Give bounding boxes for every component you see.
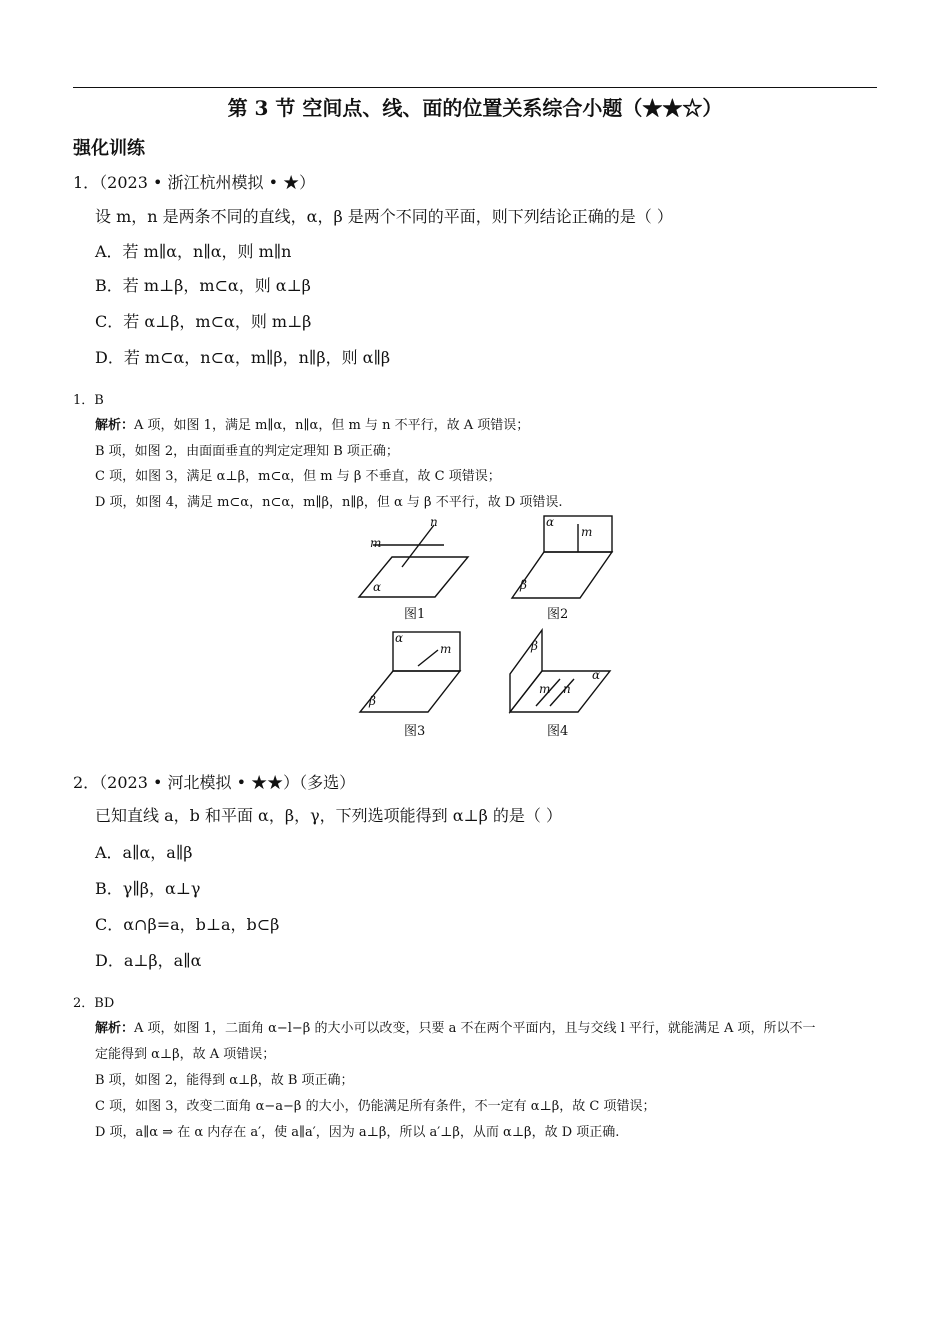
figure-4-label-m: m	[539, 682, 551, 696]
figure-1-label-alpha: α	[373, 580, 382, 594]
q1-stem: 设 m，n 是两条不同的直线，α，β 是两个不同的平面，则下列结论正确的是（ ）	[95, 207, 673, 226]
q1-solution-line-3: C 项，如图 3，满足 α⊥β，m⊂α，但 m 与 β 不垂直，故 C 项错误；	[95, 469, 501, 484]
q1-figures	[340, 512, 640, 744]
figure-4-label-beta: β	[531, 639, 538, 653]
figure-2-caption: 图2	[547, 607, 569, 622]
q1-solution-line-4: D 项，如图 4，满足 m⊂α，n⊂α，m∥β，n∥β，但 α 与 β 不平行，故 D 项错误.	[95, 495, 563, 510]
q2-solution-line-1: 解析：A 项，如图 1，二面角 α−l−β 的大小可以改变，只要 a 不在两个平面内，且与交线 l 平行，就能满足 A 项，所以不一	[95, 1021, 816, 1036]
q1-option-c: C．若 α⊥β，m⊂α，则 m⊥β	[95, 312, 312, 331]
figure-2-plane-beta	[512, 552, 612, 598]
figure-2-label-beta: β	[520, 578, 527, 592]
q1-option-a: A．若 m∥α，n∥α，则 m∥n	[95, 242, 292, 261]
figure-1-caption: 图1	[404, 607, 426, 622]
q2-solution-line-4: C 项，如图 3，改变二面角 α−a−β 的大小，仍能满足所有条件，不一定有 α⊥β，故 C 项错误；	[95, 1099, 656, 1114]
figure-1-label-n: n	[430, 515, 438, 529]
figure-3-label-alpha: α	[395, 631, 404, 645]
q2-option-d: D．a⊥β，a∥α	[95, 951, 202, 970]
figure-4-caption: 图4	[547, 724, 569, 739]
q1-option-d: D．若 m⊂α，n⊂α，m∥β，n∥β，则 α∥β	[95, 348, 391, 367]
figure-3-label-m: m	[440, 642, 452, 656]
figure-1-label-m: m	[370, 536, 382, 550]
q2-option-b: B．γ∥β，α⊥γ	[95, 879, 201, 898]
q1-answer: 1．B	[73, 393, 104, 408]
figure-3-line-m	[418, 650, 438, 666]
q1-option-b: B．若 m⊥β，m⊂α，则 α⊥β	[95, 276, 311, 295]
figure-3-label-beta: β	[369, 694, 376, 708]
q2-header: 2．（2023 • 河北模拟 • ★★）（多选）	[73, 773, 356, 792]
q2-solution-label: 解析：	[95, 1021, 135, 1036]
q2-solution-line-2: 定能得到 α⊥β，故 A 项错误；	[95, 1047, 276, 1062]
figure-4-label-n: n	[563, 682, 571, 696]
q2-solution-line-5: D 项，a∥α ⇒ 在 α 内存在 a′，使 a∥a′，因为 a⊥β，所以 a′⊥β，从而 α⊥β，故 D 项正确.	[95, 1125, 620, 1140]
q1-solution-line-1: 解析：A 项，如图 1，满足 m∥α，n∥α，但 m 与 n 不平行，故 A 项错误；	[95, 418, 530, 433]
q2-answer: 2．BD	[73, 996, 115, 1011]
q1-solution-label: 解析：	[95, 418, 135, 433]
figure-4-label-alpha: α	[592, 668, 601, 682]
q2-option-c: C．α∩β=a，b⊥a，b⊂β	[95, 915, 280, 934]
q2-option-a: A．a∥α，a∥β	[95, 843, 193, 862]
figure-2-diagram	[512, 516, 612, 598]
header-rule	[73, 87, 877, 88]
q1-solution-line-2: B 项，如图 2，由面面垂直的判定定理知 B 项正确；	[95, 444, 399, 459]
section-heading: 强化训练	[73, 138, 145, 159]
q2-solution-line-3: B 项，如图 2，能得到 α⊥β，故 B 项正确；	[95, 1073, 354, 1088]
figure-2-label-m: m	[581, 525, 593, 539]
q2-stem: 已知直线 a，b 和平面 α，β，γ，下列选项能得到 α⊥β 的是（ ）	[95, 806, 563, 825]
page-title: 第 3 节 空间点、线、面的位置关系综合小题（★★☆）	[227, 96, 723, 120]
q1-header: 1．（2023 • 浙江杭州模拟 • ★）	[73, 173, 316, 192]
figure-2-label-alpha: α	[546, 515, 555, 529]
figure-3-caption: 图3	[404, 724, 426, 739]
figure-1-line-n	[402, 525, 434, 567]
